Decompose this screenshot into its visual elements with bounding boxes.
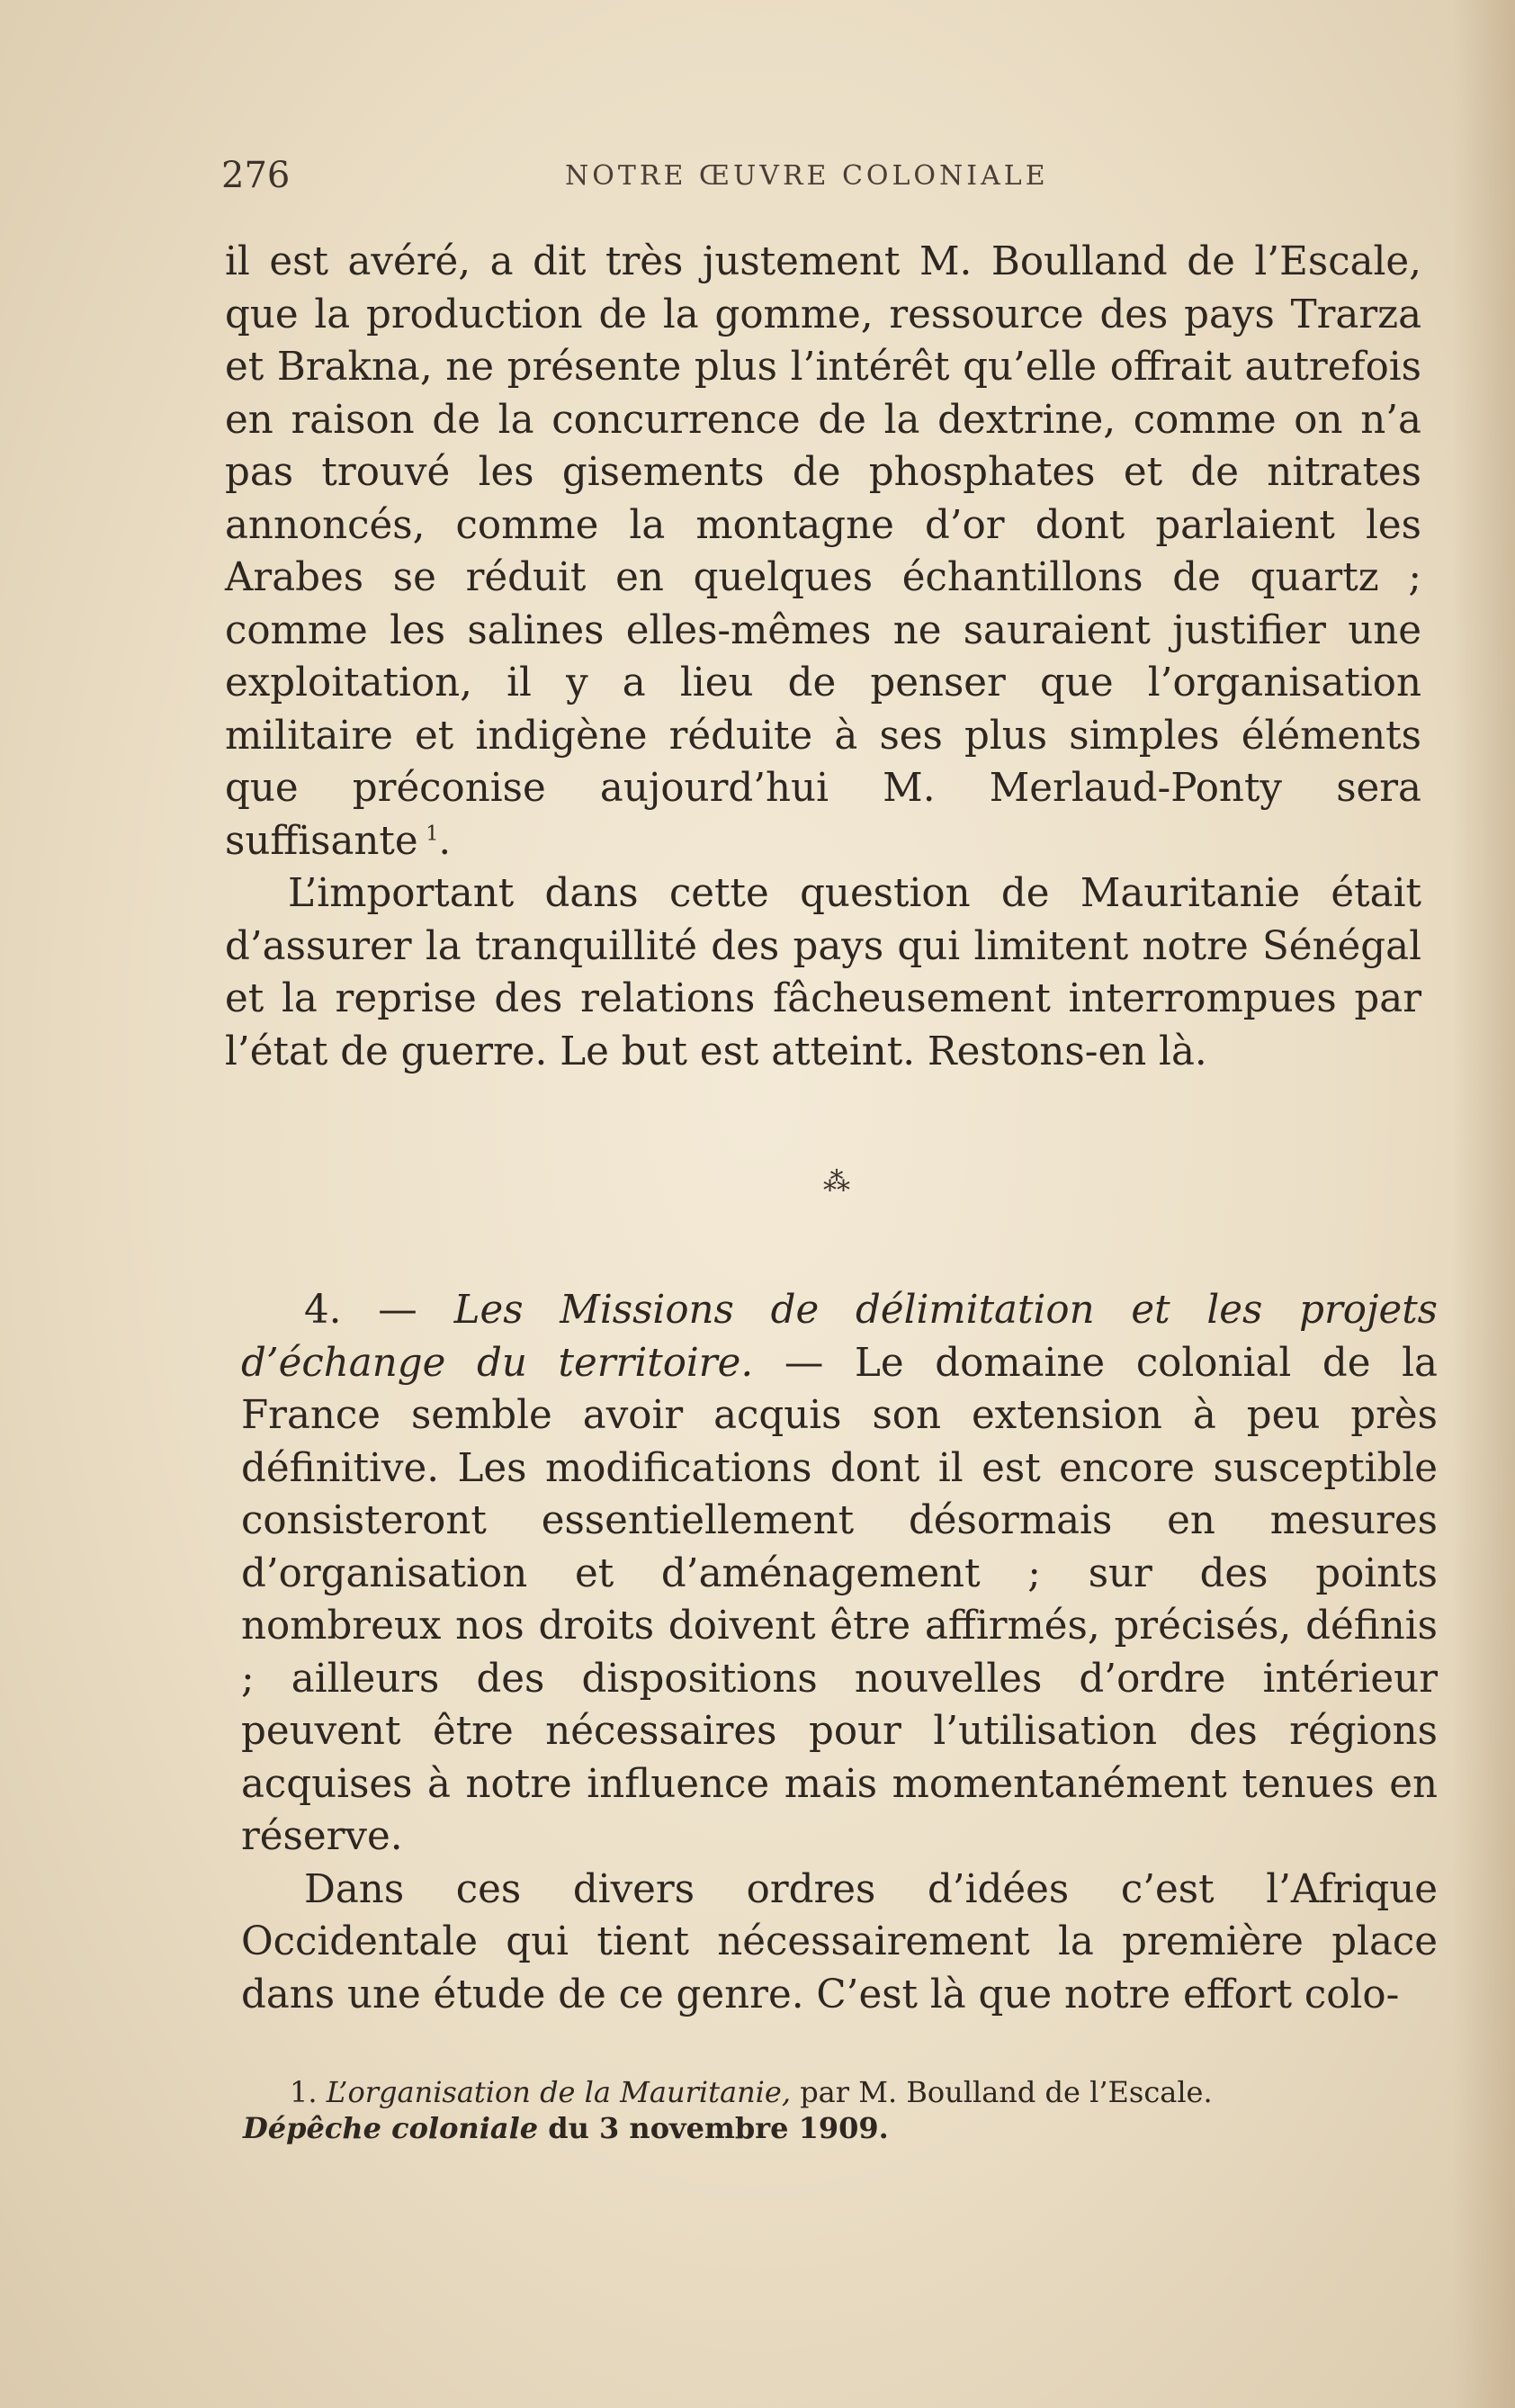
paragraph-1-text: il est avéré, a dit très justement M. Boulland de l’Escale, que la production de la gomme, ressource des pays Trarza et Brakna, ne présente plus l’intérêt qu’elle offrait autrefois en raison de la concurrence de la dextrine, comme on n’a pas trouvé les gisements de phosphates et de nitrates annoncés, comme la montagne d’or dont parlaient les Arabes se réduit en quelques échantillons de quartz ; comme les salines elles-mêmes ne sauraient justifier une exploitation, il y a lieu de penser que l’organisation militaire et indigène réduite à ses plus simples éléments que préconise aujourd’hui M. Merlaud-Ponty sera suffisante [225, 239, 1421, 864]
paragraph-2: L’important dans cette question de Mauritanie était d’assurer la tranquillité des pays qui limitent notre Sénégal et la reprise des relations fâcheusement interrompues par l’état de guerre. Le but est atteint. Restons-en là. [225, 871, 1421, 1074]
footnote-ref: 1 [426, 822, 439, 845]
page-number: 276 [221, 155, 291, 196]
paragraph-1 [225, 236, 1421, 867]
running-title: NOTRE ŒUVRE COLONIALE [565, 160, 1049, 192]
section-4-paragraph-2: Dans ces divers ordres d’idées c’est l’Afrique Occidentale qui tient nécessairement la première place dans une étude de ce genre. C’est là que notre effort colo- [241, 1866, 1438, 2017]
footnote-source: Dépêche coloniale [243, 2111, 539, 2145]
section-number: 4. [304, 1288, 342, 1333]
section-4 [241, 1284, 1438, 2021]
footnote-number: 1. [290, 2075, 318, 2109]
section-heading: Les Missions de délimitation et les projets d’échange du territoire. [241, 1288, 1438, 1386]
section-dash: — [378, 1288, 417, 1333]
footnote [243, 2074, 1457, 2146]
paragraph-1-end: . [438, 818, 452, 864]
section-4-paragraph-1-text: — Le domaine colonial de la France semble avoir acquis son extension à peu près définitive. Les modifications dont il est encore susceptible consisteront essentiellement désormais en mesures d’organisation et d’aménagement ; sur des points nombreux nos droits doivent être affirmés, précisés, définis ; ailleurs des dispositions nouvelles d’ordre intérieur peuvent être nécessaires pour l’utilisation des régions acquises à notre influence mais momentanément tenues en réserve. [241, 1340, 1438, 1859]
section-separator: ⁂ [823, 1166, 850, 1198]
footnote-date: du 3 novembre 1909. [538, 2111, 889, 2145]
page-header [221, 155, 1121, 200]
section-4-paragraph-1 [241, 1284, 1438, 1864]
page-edge-shadow [1452, 0, 1515, 2408]
main-text [225, 236, 1421, 1078]
footnote-title: L’organisation de la Mauritanie, [326, 2075, 792, 2109]
footnote-author: par M. Boulland de l’Escale. [791, 2075, 1213, 2109]
